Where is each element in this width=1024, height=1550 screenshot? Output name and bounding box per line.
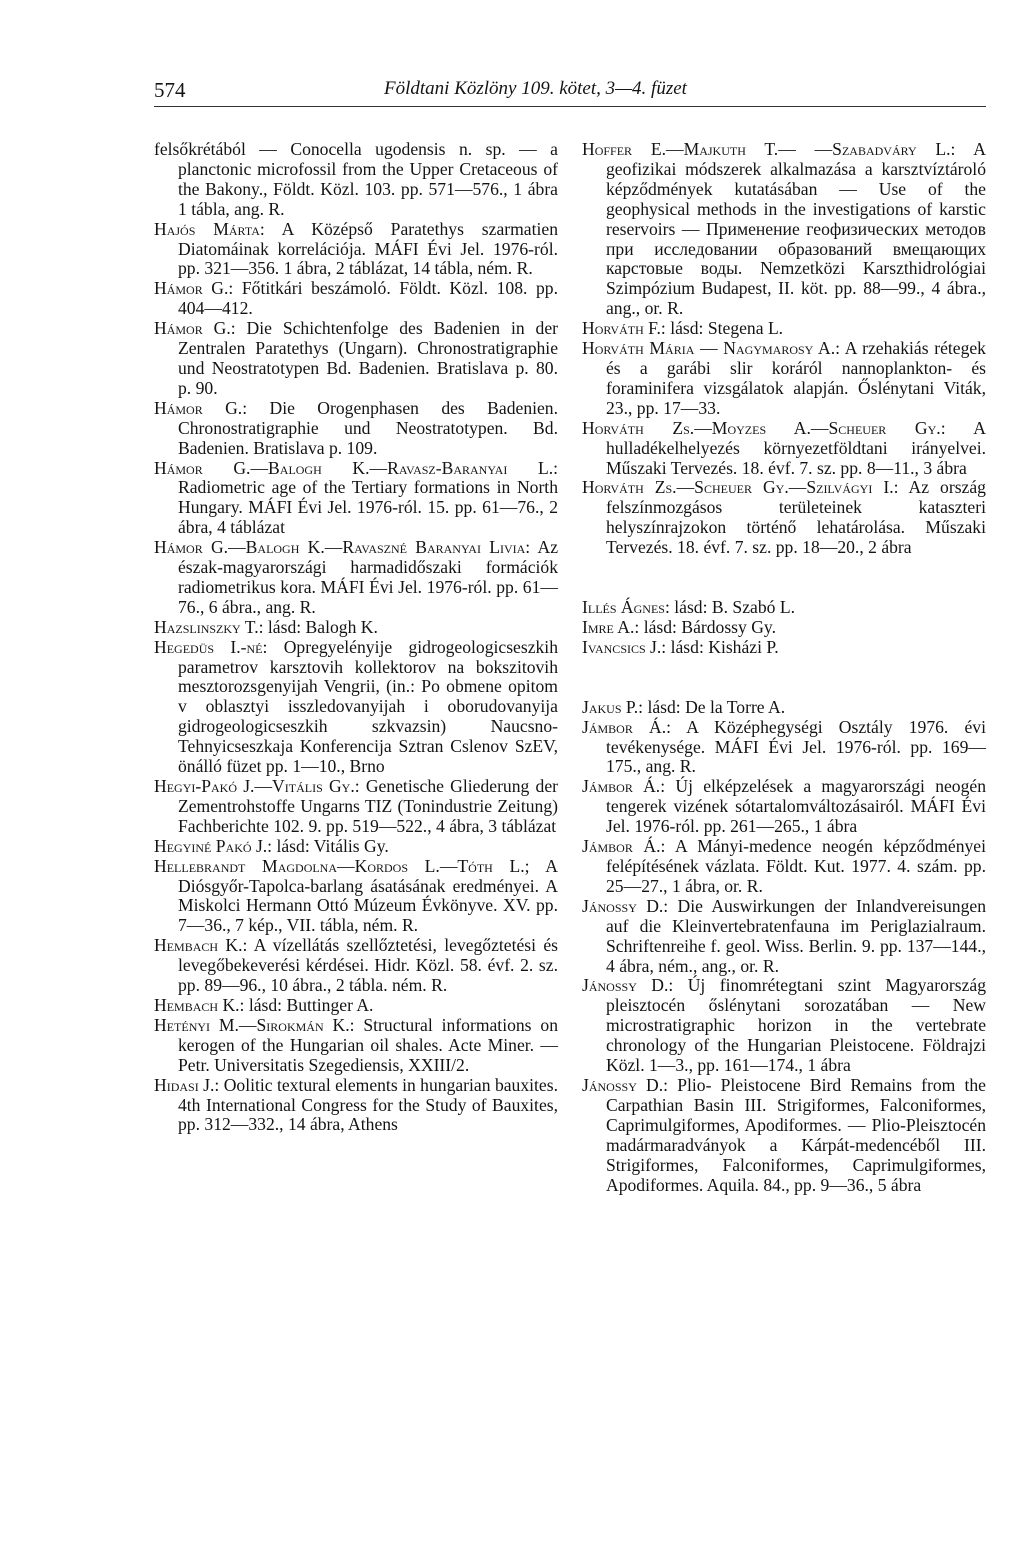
entry-text: lásd: Vitális Gy.: [276, 835, 389, 856]
entry-author: Illés Ágnes:: [582, 597, 670, 618]
bibliography-entry: [154, 1076, 558, 1136]
bibliography-entry: [582, 976, 986, 1076]
bibliography-entry: [154, 220, 558, 280]
entry-author: Hidasi J.:: [154, 1074, 220, 1095]
bibliography-entry: [582, 618, 986, 638]
entry-author: Ivancsics J.:: [582, 636, 667, 657]
bibliography-entry: [582, 1076, 986, 1195]
entry-author: Jánossy D.:: [582, 895, 669, 916]
entry-author: Hegyi-Pakó J.—Vitális Gy.:: [154, 776, 360, 796]
bibliography-entry: [154, 837, 558, 857]
entry-text: Radiometric age of the Tertiary formations in North Hungary. MÁFI Évi Jel. 1976-ról. 15. pp. 61—76., 2 ábra, 4 táblázat: [178, 477, 558, 538]
entry-text: A Mányi-medence neogén képződményei felépítésének vázlata. Földt. Kut. 1977. 4. szám. pp. 25—27., 1 ábra, or. R.: [606, 836, 986, 896]
bibliography-entry: [154, 1016, 558, 1076]
bibliography-entry: [582, 698, 986, 718]
entry-text: lásd: B. Szabó L.: [674, 597, 795, 618]
entry-author: Hazslinszky T.:: [154, 616, 264, 637]
page-number: 574: [154, 78, 186, 102]
entry-text: Oolitic textural elements in hungarian bauxites. 4th International Congress for the Study of Bauxites, pp. 312—332., 14 ábra, Athens: [178, 1074, 558, 1135]
entry-text: A Középhegységi Osztály 1976. évi tevékenysége. MÁFI Évi Jel. 1976-ról. pp. 169—175., ang. R.: [606, 716, 986, 777]
entry-text: A Középső Paratethys szarmatien Diatomáinak korrelációja. MÁFI Évi Jel. 1976-ról. pp. 321—356. 1 ábra, 2 táblázat, 14 tábla, ném. R.: [178, 218, 559, 279]
entry-author: Hámor G.—Balogh K.—Ravaszné Baranyai Livia:: [154, 537, 531, 558]
right-column: [582, 140, 986, 1195]
bibliography-entry: [582, 897, 986, 977]
entry-text: lásd: Buttinger A.: [248, 994, 374, 1015]
entry-author: Hembach K.:: [154, 994, 245, 1015]
bibliography-entry: [582, 718, 986, 778]
bibliography-entry: [154, 618, 558, 638]
entry-author: Jámbor Á.:: [582, 836, 666, 857]
entry-author: Hegedüs I.-né:: [154, 636, 268, 657]
bibliography-entry: [154, 638, 558, 777]
bibliography-entry: [154, 996, 558, 1016]
bibliography-entry: [582, 638, 986, 658]
entry-author: Jánossy D.:: [582, 975, 674, 996]
entry-author: Hellebrandt Magdolna—Kordos L.—Tóth L.;: [154, 855, 530, 876]
entry-author: Hámor G.:: [154, 278, 234, 299]
bibliography-entry: [154, 936, 558, 996]
bibliography-entry: [582, 777, 986, 837]
entry-text: Új finomrétegtani szint Magyarország pleisztocén őslénytani sorozatában — New microstratigraphic horizon in the vertebrate chronology of the Hungarian Pleistocene. Földrajzi Közl. 1—3., pp. 161—174., 1 ábra: [606, 975, 986, 1076]
entry-author: Imre A.:: [582, 616, 640, 637]
bibliography-entry: [582, 598, 986, 618]
entry-text: lásd: Kisházi P.: [670, 636, 779, 657]
bibliography-entry: [154, 777, 558, 837]
bibliography-entry: [154, 140, 558, 220]
entry-author: Hoffer E.—Majkuth T.— —Szabadváry L.:: [582, 139, 956, 159]
entry-text: A rzehakiás rétegek és a garábi slir koráról nannoplankton- és foraminifera vizsgálatok alapján. Őslénytani Viták, 23., pp. 17—33.: [606, 338, 986, 418]
entry-text: lásd: Bárdossy Gy.: [643, 616, 776, 637]
bibliography-entry: [154, 319, 558, 399]
section-gap: [582, 558, 986, 598]
bibliography-entry: [582, 478, 986, 558]
entry-text: A hulladékelhelyezés környezetföldtani irányelvei. Műszaki Tervezés. 18. évf. 7. sz. pp. 8—11., 3 ábra: [606, 417, 986, 478]
entry-text: A Diósgyőr-Tapolca-barlang ásatásának eredményei. A Miskolci Hermann Ottó Múzeum Évkönyve. XV. pp. 7—36., 7 kép., VII. tábla, ném. R.: [178, 855, 558, 936]
entry-author: Hegyiné Pakó J.:: [154, 835, 273, 856]
entry-author: Hámor G.:: [154, 318, 236, 339]
entry-author: Hembach K.:: [154, 935, 248, 956]
bibliography-entry: [154, 538, 558, 618]
entry-author: Hetényi M.—Sirokmán K.:: [154, 1014, 355, 1035]
entry-text: Plio- Pleistocene Bird Remains from the Carpathian Basin III. Strigiformes, Falconiformes, Caprimulgiformes, Apodiformes. — Plio-Pleisztocén madármaradványok a Kárpát-medencéből III. Strigiformes, Falconiformes, Caprimulgiformes, Apodiformes. Aquila. 84., pp. 9—36., 5 ábra: [606, 1074, 986, 1195]
bibliography-entry: [582, 837, 986, 897]
bibliography-entry: [582, 339, 986, 419]
entry-author: Hámor G.—Balogh K.—Ravasz-Baranyai L.:: [154, 457, 558, 478]
left-column: [154, 140, 558, 1135]
entry-text: Die Auswirkungen der Inlandvereisungen auf die Kleinvertebratenfauna im Periglazialraum. Schriftenreihe f. geol. Wiss. Berlin. 9. pp. 137—144., 4 ábra, ném., ang., or. R.: [606, 895, 987, 976]
section-gap: [582, 658, 986, 698]
bibliography-entry: [154, 279, 558, 319]
entry-text: lásd: Stegena L.: [670, 318, 784, 339]
entry-author: Horváth Zs.—Scheuer Gy.—Szilvágyi I.:: [582, 477, 899, 498]
entry-text: Opregyelényije gidrogeologicseszkih parametrov karsztovih kollektorov na bokszitovih mesztorozsgenyijah Vengrii, (in.: Po obmene opitom v oblasztyi isszledovanyijah i oborudovanyija gidrogeologicseszkih szkvazsin) Naucsno-Tehnyicseszkaja Konferencija Sztran Cslenov SzEV, önálló füzet pp. 1—10., Brno: [178, 636, 558, 777]
entry-text: Az ország felszínmozgásos területeinek kataszteri helyszínrajzokon történő lehatárolása. Műszaki Tervezés. 18. évf. 7. sz. pp. 18—20., 2 ábra: [606, 477, 986, 558]
bibliography-entry: [582, 140, 986, 319]
entry-text: lásd: Balogh K.: [267, 616, 378, 637]
entry-text: lásd: De la Torre A.: [647, 696, 786, 717]
bibliography-entry: [582, 319, 986, 339]
entry-author: Horváth Zs.—Moyzes A.—Scheuer Gy.:: [582, 417, 946, 438]
entry-text: Az észak-magyarországi harmadidőszaki formációk radiometrikus kora. MÁFI Évi Jel. 1976-ról. pp. 61—76., 6 ábra., ang. R.: [178, 537, 559, 617]
entry-text: felsőkrétából — Conocella ugodensis n. sp. — a planctonic microfossil from the Upper Cretaceous of the Bakony., Földt. Közl. 103. pp. 571—576., 1 ábra 1 tábla, ang. R.: [154, 139, 558, 219]
entry-text: Genetische Gliederung der Zementrohstoffe Ungarns TIZ (Tonindustrie Zeitung) Fachberichte 102. 9. pp. 519—522., 4 ábra, 3 táblázat: [178, 776, 558, 836]
entry-text: A geofizikai módszerek alkalmazása a karsztvíztároló képződmények kutatásában — Use of the geophysical methods in the investigations of karstic reservoirs — Применение геофизических методов при исследовании образований вмещающих карстовые воды. Nemzetközi Karszthidrológiai Szimpózium Budapest, II. köt. pp. 88—99., 4 ábra., ang., or. R.: [606, 139, 986, 319]
bibliography-entry: [154, 459, 558, 539]
bibliography-entry: [582, 419, 986, 479]
entry-text: Die Orogenphasen des Badenien. Chronostratigraphie und Neostratotypen. Bd. Badenien. Bratislava p. 109.: [178, 397, 559, 458]
entry-author: Jámbor Á.:: [582, 776, 666, 797]
entry-author: Hajós Márta:: [154, 218, 265, 239]
entry-text: A vízellátás szellőztetési, levegőztetési és levegőbekeverési kérdései. Hidr. Közl. 58. évf. 2. sz. pp. 89—96., 10 ábra., 2 tábla. ném. R.: [178, 935, 559, 996]
entry-author: Jámbor Á.:: [582, 716, 672, 737]
entry-text: Új elképzelések a magyarországi neogén tengerek vizének sótartalomváltozásairól. MÁFI Évi Jel. 1976-ról. pp. 261—265., 1 ábra: [606, 776, 986, 837]
entry-author: Horváth Mária — Nagymarosy A.:: [582, 338, 841, 359]
bibliography-entry: [154, 399, 558, 459]
entry-author: Jakus P.:: [582, 696, 644, 717]
entry-text: Die Schichtenfolge des Badenien in der Zentralen Paratethys (Ungarn). Chronostratigraphie und Neostratotypen Bd. Badenien. Bratislava p. 80. p. 90.: [178, 318, 558, 398]
bibliography-entry: [154, 857, 558, 937]
entry-text: Főtitkári beszámoló. Földt. Közl. 108. pp. 404—412.: [178, 278, 558, 319]
entry-text: Structural informations on kerogen of the Hungarian oil shales. Acte Miner. — Petr. Universitatis Szegediensis, XXIII/2.: [178, 1014, 558, 1075]
entry-author: Jánossy D.:: [582, 1074, 669, 1095]
entry-author: Hámor G.:: [154, 397, 248, 418]
header-rule: [154, 106, 986, 107]
page-header: [154, 72, 986, 108]
running-head: Földtani Közlöny 109. kötet, 3—4. füzet: [384, 78, 687, 99]
entry-author: Horváth F.:: [582, 318, 666, 339]
